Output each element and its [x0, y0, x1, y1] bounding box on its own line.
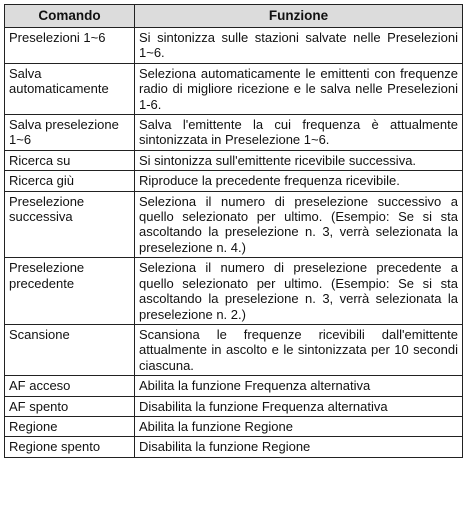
table-row [5, 324, 463, 375]
command-cell: Preselezioni 1~6 [5, 28, 135, 64]
command-cell: AF acceso [5, 376, 135, 396]
table-row [5, 63, 463, 114]
header-command: Comando [5, 5, 135, 28]
function-cell: Seleziona automaticamente le emittenti con frequenze radio di migliore ricezione e le salva nelle Preselezioni 1-6. [135, 63, 463, 114]
function-cell: Abilita la funzione Frequenza alternativa [135, 376, 463, 396]
function-cell: Disabilita la funzione Regione [135, 437, 463, 457]
function-cell: Si sintonizza sull'emittente ricevibile successiva. [135, 150, 463, 170]
command-cell: Ricerca su [5, 150, 135, 170]
table-row [5, 150, 463, 170]
command-cell: Scansione [5, 324, 135, 375]
command-cell: Regione spento [5, 437, 135, 457]
command-cell: Regione [5, 416, 135, 436]
function-cell: Riproduce la precedente frequenza ricevibile. [135, 171, 463, 191]
table-row [5, 416, 463, 436]
command-cell: Preselezione precedente [5, 258, 135, 325]
function-cell: Salva l'emittente la cui frequenza è attualmente sintonizzata in Preselezione 1~6. [135, 115, 463, 151]
table-row [5, 171, 463, 191]
table-row [5, 258, 463, 325]
table-row [5, 437, 463, 457]
command-cell: Ricerca giù [5, 171, 135, 191]
function-cell: Seleziona il numero di preselezione successivo a quello selezionato per ultimo. (Esempio: Se si sta ascoltando la preselezione n. 3, verrà selezionata la preselezione n. 4.) [135, 191, 463, 258]
function-cell: Si sintonizza sulle stazioni salvate nelle Preselezioni 1~6. [135, 28, 463, 64]
table-row [5, 28, 463, 64]
function-cell: Seleziona il numero di preselezione precedente a quello selezionato per ultimo. (Esempio: Se si sta ascoltando la preselezione n. 3, verrà selezionata la preselezione n. 2.) [135, 258, 463, 325]
command-cell: AF spento [5, 396, 135, 416]
command-cell: Salva automaticamente [5, 63, 135, 114]
table-header-row [5, 5, 463, 28]
table-row [5, 115, 463, 151]
command-cell: Preselezione successiva [5, 191, 135, 258]
command-table [4, 4, 463, 458]
function-cell: Abilita la funzione Regione [135, 416, 463, 436]
table-row [5, 191, 463, 258]
function-cell: Scansiona le frequenze ricevibili dall'emittente attualmente in ascolto e le sintonizzata per 10 secondi ciascuna. [135, 324, 463, 375]
command-cell: Salva preselezione 1~6 [5, 115, 135, 151]
header-function: Funzione [135, 5, 463, 28]
table-row [5, 376, 463, 396]
table-row [5, 396, 463, 416]
function-cell: Disabilita la funzione Frequenza alternativa [135, 396, 463, 416]
